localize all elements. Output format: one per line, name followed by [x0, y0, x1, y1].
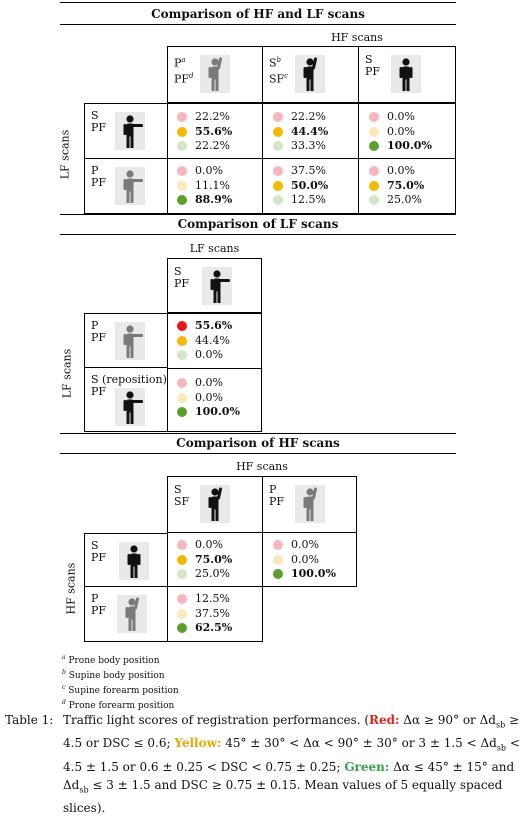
footnote-mark: c — [62, 684, 66, 691]
score-value: 25.0% — [195, 567, 230, 581]
col-header-sublabel: PF — [174, 72, 190, 86]
score-row — [177, 334, 232, 349]
caption-red-rule: Δα ≥ 90° or Δd — [399, 713, 496, 727]
section1-cell-1-0 — [167, 158, 263, 214]
score-value: 0.0% — [195, 376, 223, 390]
row-header-sublabel: PF — [91, 121, 107, 134]
col-header-label: P — [174, 56, 182, 70]
row-header-sublabel: PF — [91, 331, 107, 344]
section2-cell-1-0 — [167, 368, 262, 432]
col-header-sublabel: PF — [365, 65, 381, 78]
score-value: 0.0% — [195, 348, 223, 362]
traffic-light-dot-icon — [177, 321, 187, 331]
row-header-label: P — [91, 592, 99, 605]
score-row — [369, 110, 432, 125]
section1-top-rule — [60, 2, 456, 3]
score-row — [273, 139, 328, 154]
score-value: 0.0% — [387, 110, 415, 124]
row-header-sublabel: PF — [91, 604, 107, 617]
score-value: 44.4% — [195, 333, 230, 347]
footnote-mark: c — [284, 71, 289, 80]
caption-yellow-word: Yellow: — [174, 736, 222, 751]
prone-raised-arm-figure-icon — [295, 485, 325, 523]
score-value: 100.0% — [387, 139, 432, 153]
prone-side-arm-figure-icon — [115, 167, 145, 205]
supine-side-arm-figure-icon — [115, 112, 145, 150]
row-header-label: P — [91, 319, 99, 332]
score-list — [177, 538, 232, 582]
footnote-item — [62, 682, 179, 697]
traffic-light-dot-icon — [273, 555, 283, 565]
score-value: 50.0% — [291, 178, 329, 192]
section1-row-group-label: LF scans — [58, 129, 72, 180]
traffic-light-dot-icon — [273, 112, 283, 122]
score-list — [177, 164, 232, 208]
traffic-light-dot-icon — [177, 594, 187, 604]
traffic-light-dot-icon — [369, 181, 379, 191]
caption-subscript: sb — [495, 720, 506, 730]
section2-title-rule — [60, 234, 456, 235]
traffic-light-dot-icon — [273, 141, 283, 151]
footnote-text: Supine forearm position — [68, 686, 179, 696]
caption-green-rule: Δα ≤ 45° ± 15° and — [389, 759, 515, 774]
traffic-light-dot-icon — [177, 141, 187, 151]
footnote-item — [62, 652, 179, 667]
score-row — [177, 319, 232, 334]
prone-raised-arm-figure-icon — [117, 595, 147, 633]
caption-green-rule-end: ≤ 3 ± 1.5 and DSC ≥ 0.75 ± 0.15. Mean values of 5 equally spaced — [88, 777, 503, 792]
score-list — [273, 110, 328, 154]
section1-cell-1-2 — [359, 158, 456, 214]
supine-side-arm-figure-icon — [115, 388, 145, 426]
score-value: 12.5% — [195, 592, 230, 606]
score-value: 12.5% — [291, 193, 326, 207]
score-row — [177, 376, 240, 391]
score-value: 22.2% — [195, 110, 230, 124]
caption-yellow-rule-cont: 4.5 ± 1.5 or 0.6 ± 0.25 < DSC < 0.75 ± 0.25; — [63, 759, 341, 774]
section3-title-rule — [60, 453, 456, 454]
score-value: 0.0% — [291, 538, 319, 552]
caption-intro: Traffic light scores of registration performances. ( — [63, 713, 370, 727]
footnote-text: Prone body position — [68, 656, 160, 666]
score-value: 37.5% — [291, 164, 326, 178]
score-row — [177, 125, 232, 140]
score-value: 100.0% — [291, 567, 336, 581]
score-value: 0.0% — [387, 124, 415, 138]
score-list — [177, 319, 232, 363]
footnote-mark: d — [62, 699, 66, 706]
score-list — [273, 164, 328, 208]
footnote-text: Supine body position — [68, 671, 165, 681]
row-header-label: P — [91, 164, 99, 177]
score-row — [273, 538, 336, 553]
traffic-light-dot-icon — [369, 166, 379, 176]
row-header-label: S — [91, 539, 99, 552]
score-value: 75.0% — [195, 552, 233, 566]
section1-row-header-0 — [84, 103, 168, 159]
score-row — [369, 179, 424, 194]
traffic-light-dot-icon — [273, 127, 283, 137]
col-header-sublabel: SF — [174, 495, 190, 508]
section2-cell-0-0 — [167, 313, 262, 369]
footnote-mark: a — [181, 56, 186, 64]
col-header-sublabel: SF — [269, 72, 285, 86]
traffic-light-dot-icon — [177, 393, 187, 403]
supine-raised-arm-figure-icon — [295, 55, 325, 93]
score-row — [177, 405, 240, 420]
table-caption — [63, 711, 520, 817]
score-row — [177, 179, 232, 194]
traffic-light-dot-icon — [369, 112, 379, 122]
score-list — [369, 164, 424, 208]
traffic-light-dot-icon — [273, 540, 283, 550]
score-value: 22.2% — [195, 139, 230, 153]
section3-cell-0-1 — [263, 532, 357, 587]
section3-title: Comparison of HF scans — [176, 436, 340, 450]
footnote-item — [62, 667, 179, 682]
score-row — [177, 164, 232, 179]
score-value: 55.6% — [195, 124, 233, 138]
traffic-light-dot-icon — [177, 127, 187, 137]
caption-red-rule-cont: 4.5 or DSC ≤ 0.6; — [63, 736, 171, 751]
section3-cell-0-0 — [167, 532, 263, 587]
score-list — [177, 592, 232, 636]
col-header-sublabel: PF — [174, 277, 190, 290]
score-list — [177, 110, 232, 154]
score-value: 75.0% — [387, 178, 425, 192]
section1-cell-0-2 — [359, 103, 456, 159]
section2-title: Comparison of LF scans — [177, 217, 339, 231]
col-header-label: S — [365, 53, 373, 66]
section3-row-header-0 — [84, 533, 168, 587]
caption-green-word: Green: — [344, 759, 390, 774]
score-row — [273, 164, 328, 179]
supine-raised-arm-figure-icon — [200, 485, 230, 523]
section1-col-header-0 — [167, 46, 263, 103]
caption-red-word: Red: — [369, 713, 400, 727]
section1-title: Comparison of HF and LF scans — [151, 7, 365, 21]
traffic-light-dot-icon — [273, 181, 283, 191]
traffic-light-dot-icon — [177, 407, 187, 417]
row-header-sublabel: PF — [91, 176, 107, 189]
section1-cell-0-0 — [167, 103, 263, 159]
score-value: 0.0% — [195, 538, 223, 552]
score-value: 37.5% — [195, 606, 230, 620]
footnote-text: Prone forearm position — [68, 701, 175, 711]
footnote-mark: a — [62, 654, 66, 661]
caption-line-5 — [63, 799, 508, 817]
score-value: 33.3% — [291, 139, 326, 153]
traffic-light-dot-icon — [177, 166, 187, 176]
score-list — [369, 110, 432, 154]
traffic-light-dot-icon — [177, 336, 187, 346]
score-value: 0.0% — [195, 390, 223, 404]
section2-row-group-label: LF scans — [60, 348, 74, 399]
section3-col-header-0 — [167, 476, 263, 533]
col-header-label: S — [174, 483, 182, 496]
score-value: 0.0% — [387, 164, 415, 178]
caption-line-3 — [63, 758, 515, 776]
row-header-label: S (reposition) — [91, 373, 167, 386]
score-row — [177, 592, 232, 607]
traffic-light-dot-icon — [177, 555, 187, 565]
score-row — [177, 567, 232, 582]
row-header-sublabel: PF — [91, 551, 107, 564]
col-header-label: P — [269, 483, 277, 496]
score-value: 100.0% — [195, 405, 240, 419]
score-list — [177, 376, 240, 420]
score-value: 55.6% — [195, 319, 233, 333]
footnote-item — [62, 697, 179, 712]
section2-col-group-label: LF scans — [189, 242, 240, 255]
score-row — [369, 125, 432, 140]
caption-label: Table 1: — [5, 713, 54, 727]
footnote-mark: b — [276, 56, 282, 64]
traffic-light-dot-icon — [273, 569, 283, 579]
caption-green-rule-cont: Δd — [63, 777, 80, 792]
score-row — [177, 553, 232, 568]
row-header-label: S — [91, 109, 99, 122]
score-row — [177, 139, 232, 154]
caption-yellow-rule: 45° ± 30° < Δα < 90° ± 30° or 3 ± 1.5 < Δd — [221, 736, 497, 751]
score-row — [273, 110, 328, 125]
section1-row-header-1 — [84, 159, 168, 214]
score-row — [273, 125, 328, 140]
score-row — [177, 110, 232, 125]
traffic-light-dot-icon — [177, 195, 187, 205]
section1-cell-1-1 — [263, 158, 359, 214]
prone-side-arm-figure-icon — [115, 322, 145, 360]
score-row — [369, 139, 432, 154]
score-value: 11.1% — [195, 178, 230, 192]
score-row — [177, 348, 232, 363]
section3-col-header-1 — [263, 476, 357, 533]
score-value: 0.0% — [195, 164, 223, 178]
section3-row-group-label: HF scans — [64, 562, 78, 615]
section1-col-header-2 — [359, 46, 456, 103]
section2-row-header-1 — [84, 368, 168, 432]
score-value: 25.0% — [387, 193, 422, 207]
section1-title-rule — [60, 24, 456, 25]
traffic-light-dot-icon — [177, 609, 187, 619]
traffic-light-dot-icon — [177, 569, 187, 579]
caption-yellow-rule-end: < — [506, 736, 520, 751]
score-row — [177, 391, 240, 406]
traffic-light-dot-icon — [273, 166, 283, 176]
supine-arms-down-figure-icon — [119, 542, 149, 580]
section2-col-header-0 — [167, 258, 262, 313]
score-value: 0.0% — [291, 552, 319, 566]
caption-line-1 — [63, 711, 520, 734]
prone-raised-arm-figure-icon — [200, 55, 230, 93]
score-row — [177, 621, 232, 636]
supine-arms-down-figure-icon — [391, 55, 421, 93]
caption-subscript: sb — [79, 785, 89, 795]
score-row — [177, 193, 232, 208]
score-value: 44.4% — [291, 124, 329, 138]
caption-tail: slices). — [63, 801, 106, 816]
section3-col-group-label: HF scans — [236, 460, 288, 473]
footnote-list — [62, 652, 179, 712]
section2-top-rule — [60, 214, 456, 215]
supine-side-arm-figure-icon — [202, 267, 232, 305]
col-header-label: S — [269, 56, 277, 70]
score-row — [273, 567, 336, 582]
col-header-label: S — [174, 265, 182, 278]
section2-row-header-0 — [84, 313, 168, 368]
traffic-light-dot-icon — [177, 540, 187, 550]
score-row — [273, 193, 328, 208]
col-header-sublabel: PF — [269, 495, 285, 508]
score-list — [273, 538, 336, 582]
section1-cell-0-1 — [263, 103, 359, 159]
score-row — [369, 193, 424, 208]
caption-line-2 — [63, 734, 520, 757]
section1-col-group-label: HF scans — [331, 31, 383, 44]
traffic-light-dot-icon — [177, 181, 187, 191]
traffic-light-dot-icon — [177, 112, 187, 122]
footnote-mark: d — [189, 71, 194, 80]
section3-row-header-1 — [84, 587, 168, 642]
traffic-light-dot-icon — [273, 195, 283, 205]
score-row — [177, 538, 232, 553]
score-row — [273, 553, 336, 568]
traffic-light-dot-icon — [369, 127, 379, 137]
caption-subscript: sb — [496, 743, 507, 753]
caption-red-rule-end: ≥ — [505, 713, 520, 727]
score-row — [273, 179, 328, 194]
caption-line-4 — [63, 776, 508, 799]
row-header-sublabel: PF — [91, 385, 107, 398]
section3-cell-1-0 — [167, 586, 263, 642]
traffic-light-dot-icon — [369, 141, 379, 151]
score-value: 22.2% — [291, 110, 326, 124]
traffic-light-dot-icon — [177, 350, 187, 360]
score-row — [177, 607, 232, 622]
footnote-mark: b — [62, 669, 66, 676]
score-value: 88.9% — [195, 193, 233, 207]
traffic-light-dot-icon — [177, 623, 187, 633]
traffic-light-dot-icon — [177, 378, 187, 388]
section3-top-rule — [60, 433, 456, 434]
traffic-light-dot-icon — [369, 195, 379, 205]
section1-col-header-1 — [263, 46, 359, 103]
score-row — [369, 164, 424, 179]
score-value: 62.5% — [195, 621, 233, 635]
